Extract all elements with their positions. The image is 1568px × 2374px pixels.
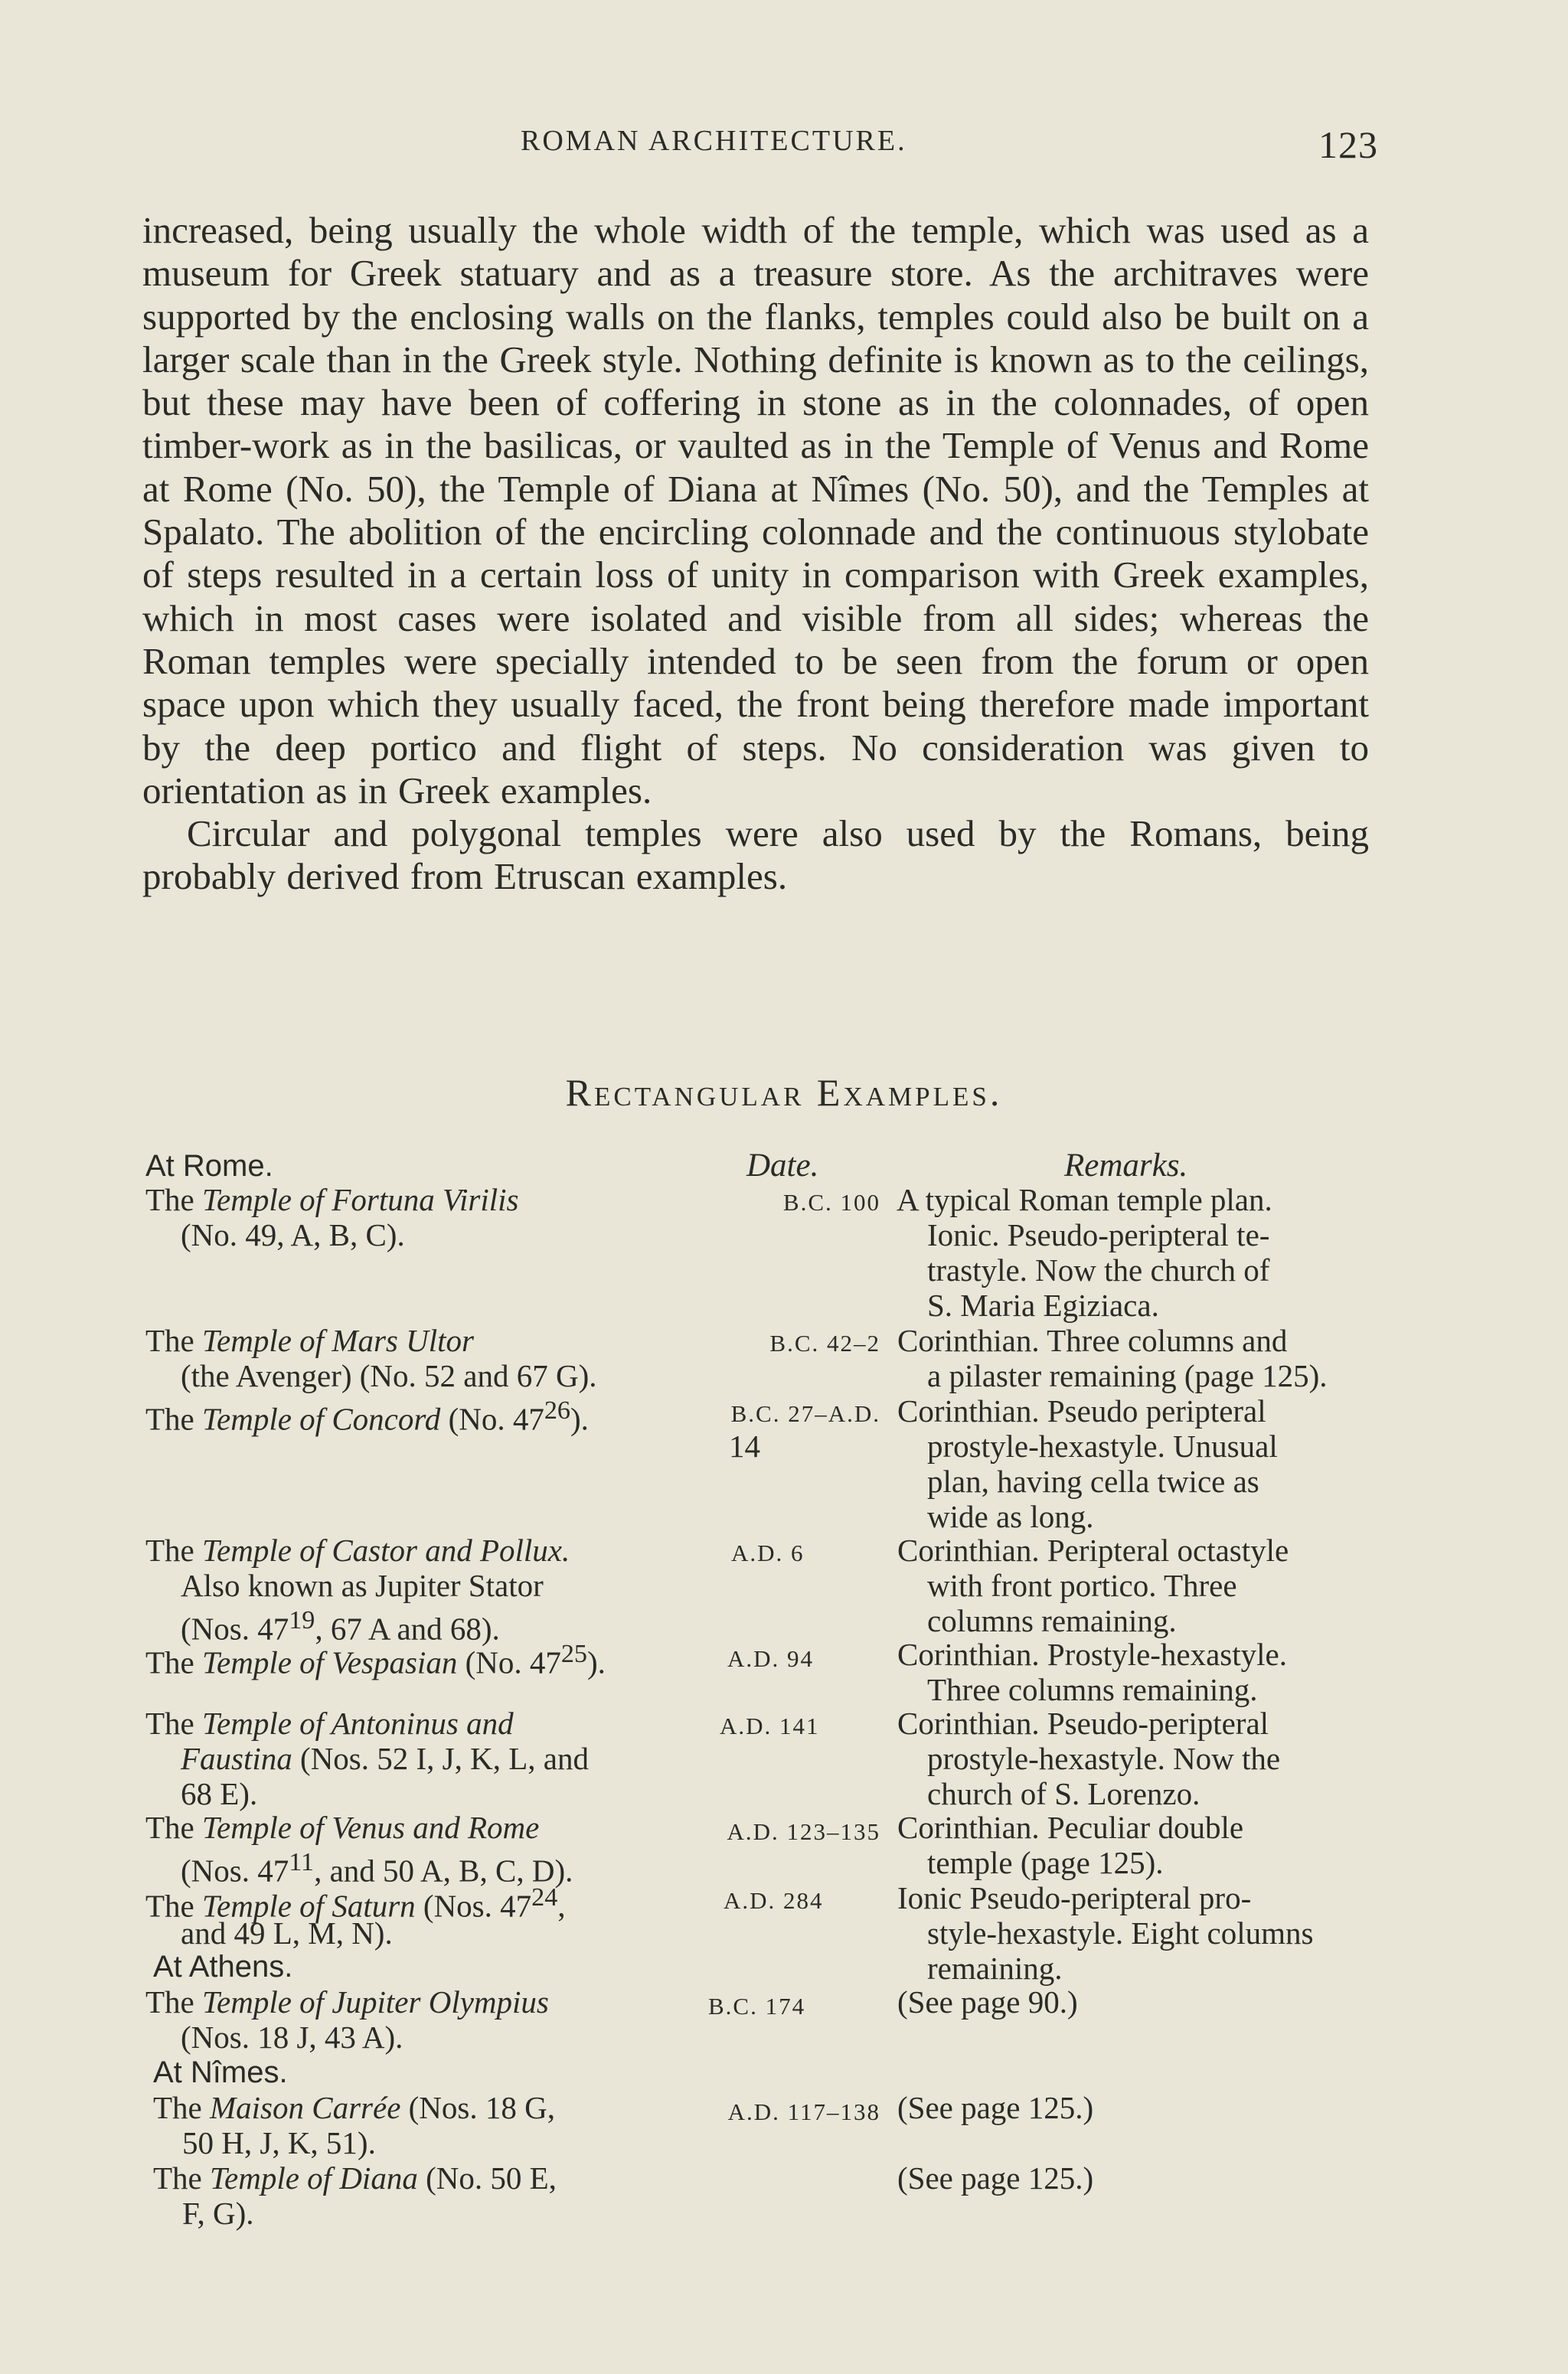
example-reference: (No. 49, A, B, C).: [181, 1217, 405, 1252]
example-reference: and 49 L, M, N).: [181, 1915, 393, 1951]
example-name: The Temple of Saturn (Nos. $47^{24}$,: [145, 1883, 566, 1924]
running-title: ROMAN ARCHITECTURE.: [521, 125, 907, 157]
example-reference: (Nos. 18 J, 43 A).: [181, 2020, 403, 2055]
example-remark: Corinthian. Pseudo peripteral: [897, 1393, 1266, 1429]
example-date: A.D. 123–135: [727, 1818, 880, 1845]
example-date: B.C. 100: [782, 1189, 880, 1216]
example-remark: prostyle-hexastyle. Now the: [927, 1741, 1281, 1776]
example-reference: 68 E).: [181, 1776, 258, 1811]
page-number: 123: [1318, 123, 1378, 166]
example-reference: Faustina (Nos. 52 I, J, K, L, and: [181, 1741, 589, 1776]
date-column-heading: Date.: [746, 1148, 819, 1184]
location-heading-athens: At Athens.: [153, 1950, 293, 1984]
example-remark: Ionic Pseudo-peripteral pro-: [897, 1880, 1252, 1915]
example-remark: Corinthian. Three columns and: [897, 1323, 1288, 1358]
example-remark: (See page 125.): [897, 2090, 1094, 2125]
example-remark: prostyle-hexastyle. Unusual: [927, 1429, 1278, 1464]
example-remark: (See page 90.): [897, 1984, 1078, 2020]
example-reference: (Nos. $47^{11}$, and 50 A, B, C, D).: [181, 1848, 573, 1889]
example-name: The Maison Carrée (Nos. 18 G,: [153, 2090, 555, 2125]
example-remark: trastyle. Now the church of: [927, 1252, 1270, 1288]
example-reference: Also known as Jupiter Stator: [181, 1568, 544, 1603]
example-date: B.C. 42–2: [769, 1330, 880, 1357]
example-name: The Temple of Antoninus and: [145, 1706, 514, 1741]
example-reference: (Nos. $47^{19}$, 67 A and 68).: [181, 1606, 500, 1647]
example-name: The Temple of Jupiter Olympius: [145, 1984, 549, 2020]
example-remark: remaining.: [927, 1951, 1063, 1986]
example-date: A.D. 141: [720, 1713, 820, 1739]
running-head: [0, 115, 1568, 166]
example-remark: Corinthian. Pseudo-peripteral: [897, 1706, 1269, 1741]
example-date: A.D. 94: [727, 1645, 815, 1672]
remarks-column-heading: Remarks.: [1064, 1148, 1188, 1184]
example-name: The Temple of Mars Ultor: [145, 1323, 474, 1358]
example-remark: church of S. Lorenzo.: [927, 1776, 1200, 1811]
body-text: [142, 209, 1369, 899]
example-remark: (See page 125.): [897, 2160, 1094, 2196]
example-remark: Three columns remaining.: [927, 1672, 1258, 1707]
example-remark: Corinthian. Prostyle-hexastyle.: [897, 1637, 1287, 1672]
example-remark: A typical Roman temple plan.: [897, 1182, 1272, 1217]
example-reference: (the Avenger) (No. 52 and 67 G).: [181, 1358, 597, 1393]
example-remark: style-hexastyle. Eight columns: [927, 1915, 1314, 1951]
example-date: A.D. 6: [731, 1540, 805, 1566]
example-remark: temple (page 125).: [927, 1845, 1164, 1880]
example-reference: F, G).: [182, 2196, 254, 2231]
example-reference: 50 H, J, K, 51).: [182, 2125, 376, 2160]
example-name: The Temple of Vespasian (No. $47^{25}$).: [145, 1640, 606, 1680]
location-heading-rome: At Rome.: [145, 1149, 273, 1183]
example-date-continued: 14: [729, 1429, 760, 1464]
example-date: A.D. 284: [724, 1887, 824, 1914]
paragraph: increased, being usually the whole width of the temple, which was used as a museum for Greek statuary and as a treasure store. As the architraves were supported by the enclosing walls on the flanks, temples could also be built on a larger scale than in the Greek style. Nothing definite is known as to the ceilings, but these may have been of coffering in stone as in the colonnades, of open timber-work as in the basilicas, or vaulted as in the Temple of Venus and Rome at Rome (No. 50), the Temple of Diana at Nîmes (No. 50), and the Temples at Spalato. The abolition of the encircling colonnade and the continuous stylobate of steps resulted in a certain loss of unity in comparison with Greek examples, which in most cases were isolated and visible from all sides; whereas the Roman temples were specially intended to be seen from the forum or open space upon which they usually faced, the front being therefore made important by the deep portico and flight of steps. No consideration was given to orientation as in Greek examples.: [142, 209, 1369, 811]
example-remark: a pilaster remaining (page 125).: [927, 1358, 1328, 1393]
section-heading: Rectangular Examples.: [565, 1071, 1003, 1114]
example-name: The Temple of Diana (No. 50 E,: [153, 2160, 557, 2196]
example-remark: S. Maria Egiziaca.: [927, 1288, 1159, 1323]
example-date: B.C. 174: [708, 1993, 806, 2020]
example-name: The Temple of Concord (No. $47^{26}$).: [145, 1396, 589, 1437]
example-remark: Ionic. Pseudo-peripteral te-: [927, 1217, 1270, 1252]
example-remark: plan, having cella twice as: [927, 1464, 1259, 1499]
example-name: The Temple of Castor and Pollux.: [145, 1533, 570, 1568]
example-remark: Corinthian. Peripteral octastyle: [897, 1533, 1289, 1568]
examples-table: [0, 1148, 1568, 2258]
example-date: A.D. 117–138: [727, 2098, 880, 2125]
location-heading-nimes: At Nîmes.: [153, 2056, 288, 2089]
example-remark: wide as long.: [927, 1499, 1094, 1534]
example-name: The Temple of Venus and Rome: [145, 1810, 540, 1845]
paragraph: Circular and polygonal temples were also used by the Romans, being probably derived from Etruscan examples.: [142, 812, 1369, 898]
example-remark: columns remaining.: [927, 1603, 1177, 1638]
example-remark: Corinthian. Peculiar double: [897, 1810, 1244, 1845]
example-remark: with front portico. Three: [927, 1568, 1237, 1603]
example-name: The Temple of Fortuna Virilis: [145, 1182, 519, 1217]
example-date: B.C. 27–A.D.: [730, 1400, 880, 1427]
